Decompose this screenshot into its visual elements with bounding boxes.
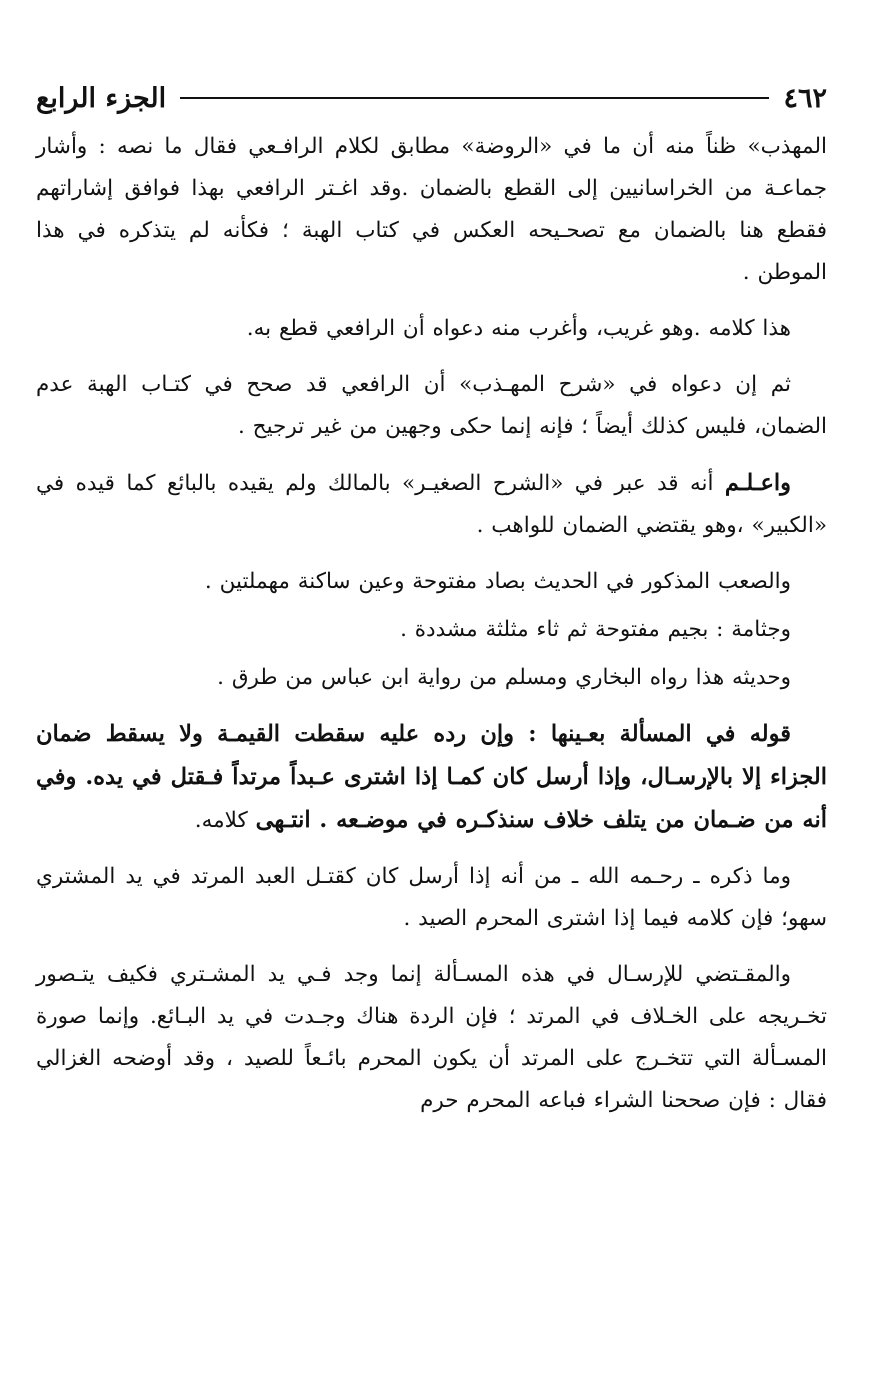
paragraph-8 — [36, 713, 827, 842]
paragraph-5: والصعب المذكور في الحديث بصاد مفتوحة وعين ساكنة مهملتين . — [204, 569, 791, 594]
paragraph-1: المهذب» ظناً منه أن ما في «الروضة» مطابق لكلام الرافـعي فقال ما نصه : وأشار جماعـة من الخراسانيين إلى القطع بالضمان .وقد اغـتر الرافعي بهذا فوافق إشاراتهم فقطع هنا بالضمان مع تصحـيحه العكس في كتاب الهبة ؛ فكأنه لم يتذكره في هذا الموطن . — [36, 134, 827, 285]
page-number: ٤٦٢ — [783, 82, 827, 114]
header-rule — [180, 97, 769, 99]
running-header — [36, 70, 827, 126]
paragraph-4-rest: أنه قد عبر في «الشرح الصغيـر» بالمالك ولم يقيده بالبائع كما قيده في «الكبير» ،وهو يقتضي الضمان للواهب . — [36, 471, 827, 538]
paragraph-6: وجثامة : بجيم مفتوحة ثم ثاء مثلثة مشددة . — [400, 617, 791, 642]
paragraph-3: ثم إن دعواه في «شرح المهـذب» أن الرافعي قد صحح في كتـاب الهبة عدم الضمان، فليس كذلك أيضاً ؛ فإنه إنما حكى وجهين من غير ترجيح . — [36, 372, 827, 439]
paragraph-2: هذا كلامه .وهو غريب، وأغرب منه دعواه أن الرافعي قطع به. — [246, 316, 791, 341]
paragraph-10: والمقـتضي للإرسـال في هذه المسـألة إنما وجد فـي يد المشـتري فكيف يتـصور تخـريجه على الخـلاف في المرتد ؛ فإن الردة هناك وجـدت في يد البـائع. وإنما صورة المسـألة التي تتخـرج على المرتد أن يكون المحرم بائـعاً للصيد ، وقد أوضحه الغزالي فقال : فإن صححنا الشراء فباعه المحرم حرم — [36, 962, 827, 1113]
book-page — [36, 70, 827, 1349]
paragraph-4 — [36, 462, 827, 547]
paragraph-4-lead: واعـلـم — [724, 470, 791, 496]
paragraph-7: وحديثه هذا رواه البخاري ومسلم من رواية ابن عباس من طرق . — [217, 665, 791, 690]
paragraph-8-quote: قوله في المسألة بعـينها : وإن رده عليه سقطت القيمـة ولا يسقط ضمان الجزاء إلا بالإرسـال، وإذا أرسل كان كمـا إذا اشترى عـبداً مرتداً فـقتل في يده. وفي أنه من ضـمان من يتلف خلاف سنذكـره في موضـعه . انتـهى — [36, 721, 827, 833]
paragraph-9: وما ذكره ـ رحـمه الله ـ من أنه إذا أرسل كان كقتـل العبد المرتد في يد المشتري سهو؛ فإن كلامه فيما إذا اشترى المحرم الصيد . — [36, 864, 827, 931]
body-text — [36, 126, 827, 1122]
section-title: الجزء الرابع — [36, 82, 167, 114]
paragraph-8-tail: كلامه. — [194, 808, 248, 833]
